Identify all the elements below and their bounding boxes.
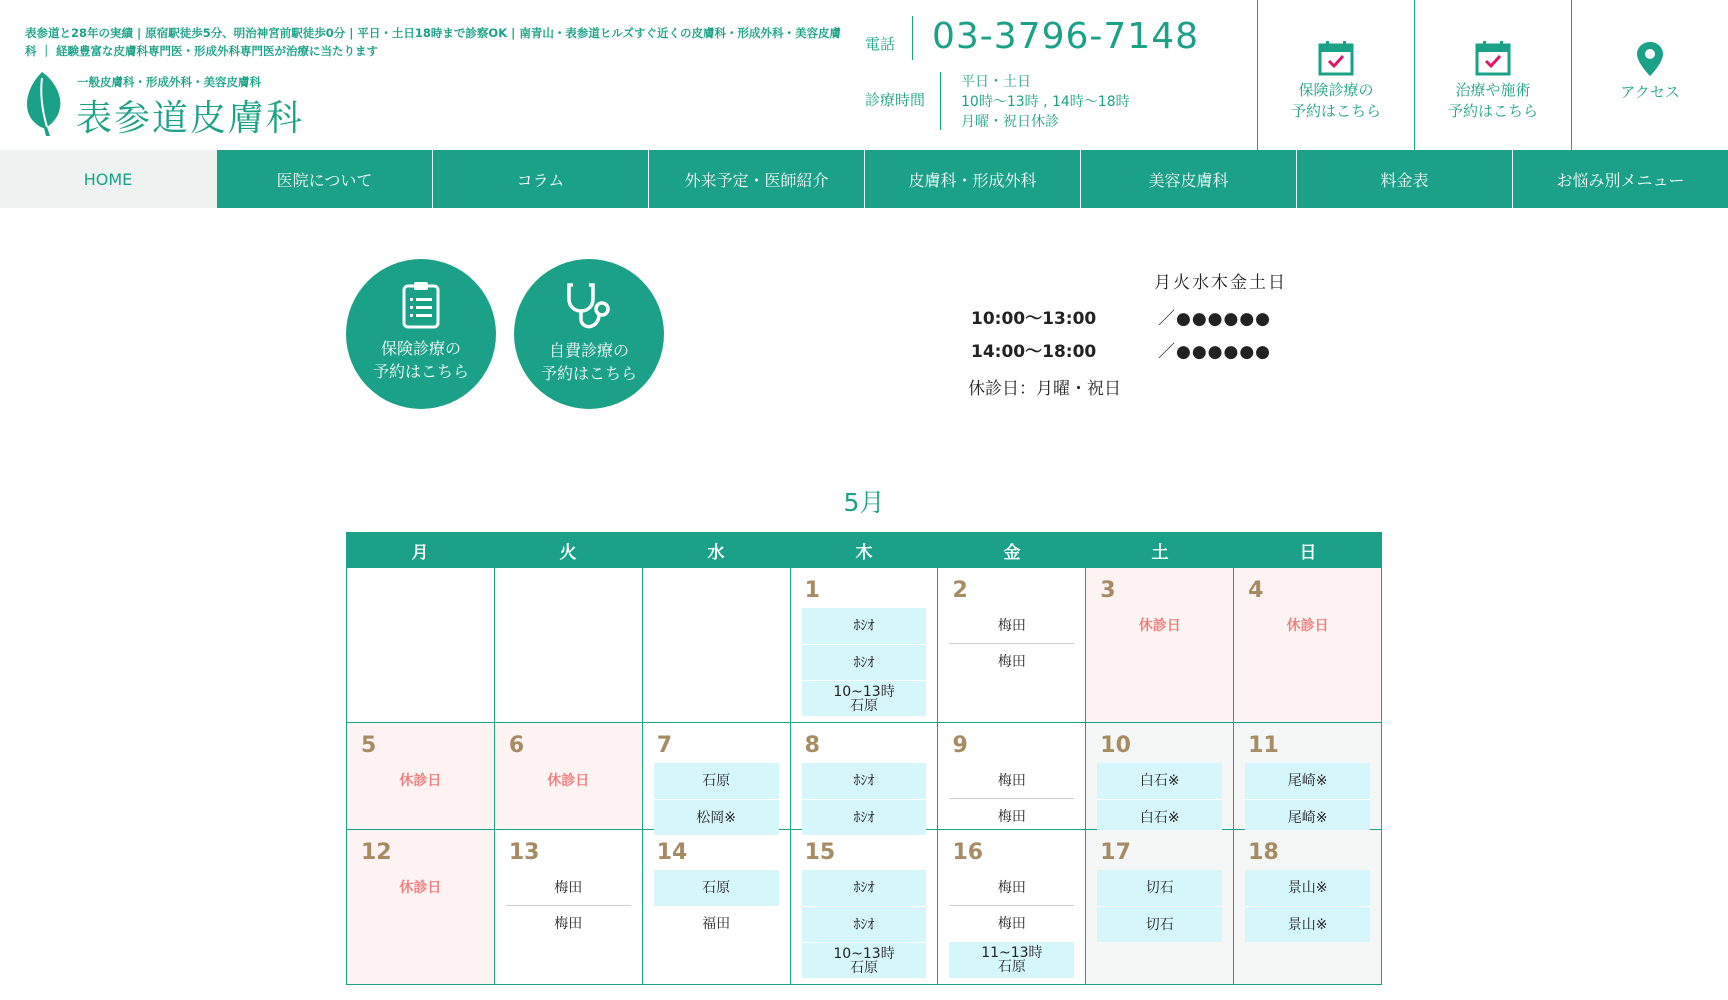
slot-doctor: 石原 (850, 697, 878, 714)
doctor-slot (1097, 870, 1222, 906)
slot-text: 梅田 (997, 809, 1026, 825)
leaf-logo-icon (24, 70, 64, 138)
holiday-label (1097, 608, 1222, 644)
calendar-day-cell (643, 568, 791, 723)
calendar-date-number: 6 (508, 733, 525, 758)
slot-text: 梅田 (997, 654, 1026, 670)
calendar-date-number (358, 578, 483, 608)
closed-days: 休診日：月曜・祝日 (968, 379, 1121, 399)
slot-text: 10~13時 (833, 683, 895, 700)
calendar-day-cell (347, 723, 495, 830)
doctor-slot (949, 870, 1074, 906)
slot-text: 梅田 (554, 879, 583, 896)
calendar-day-cell (1086, 568, 1234, 723)
doctor-slot (949, 942, 1074, 978)
doctor-slot (802, 763, 927, 799)
doctor-slot (1097, 906, 1222, 942)
doctor-slot (654, 763, 779, 799)
button-label: 予約はこちら (1447, 102, 1538, 120)
weekday-label: 金 (1003, 542, 1021, 563)
calendar-day-cell (1234, 723, 1382, 830)
doctor-slot (949, 644, 1074, 680)
slot-text: 切石 (1145, 880, 1174, 896)
doctor-slot (1245, 906, 1370, 942)
calendar-day-cell (495, 830, 643, 985)
slot-text: ﾎｼｵ (853, 809, 875, 826)
calendar-day-cell (1234, 568, 1382, 723)
slot-text: 休診日 (399, 880, 442, 896)
calendar-day-cell (643, 723, 791, 830)
site-logo[interactable] (24, 70, 344, 140)
slot-text: 尾崎※ (1287, 773, 1328, 789)
nav-concerns[interactable]: お悩み別メニュー (1512, 150, 1728, 208)
slot-text: 休診日 (399, 773, 442, 789)
hours-label: 診療時間 (865, 91, 926, 109)
site-tagline: 表参道と28年の実績 | 原宿駅徒歩5分、明治神宮前駅徒歩0分 | 平日・土日18時まで診察OK | 南青山・表参道ヒルズすぐ近くの皮膚科・形成外科・美容皮膚科 ｜ 経験豊富な皮膚科専門医・形成外科専門医が治療に当たります (25, 26, 841, 58)
hours-time: 10:00～13:00 (971, 309, 1097, 329)
calendar-date-number: 8 (804, 733, 820, 758)
doctor-slot (949, 906, 1074, 942)
calendar-weekday-header (346, 532, 1382, 568)
slot-text: ﾎｼｵ (853, 916, 875, 933)
holiday-label (1245, 608, 1370, 644)
calendar-week-row (346, 830, 1382, 985)
calendar-date-number: 18 (1248, 840, 1279, 865)
calendar-date-number (506, 578, 631, 608)
slot-text: ﾎｼｵ (853, 654, 875, 671)
calendar-date-number: 12 (361, 840, 392, 865)
calendar-day-cell (938, 568, 1086, 723)
slot-text: 福田 (702, 916, 731, 932)
hours-time: 14:00～18:00 (971, 342, 1097, 362)
slot-text: 尾崎※ (1287, 809, 1328, 826)
slot-text: ﾎｼｵ (853, 880, 875, 896)
calendar-month-title: 5月 (843, 488, 885, 517)
slot-text: 10~13時 (833, 945, 895, 962)
calendar-date-number: 1 (804, 578, 820, 603)
nav-about[interactable]: 医院について (216, 150, 432, 208)
main-nav (0, 150, 1728, 208)
holiday-label (358, 870, 483, 906)
site-header (0, 0, 1728, 150)
calendar-date-number: 3 (1100, 578, 1116, 603)
weekday-label: 月 (411, 542, 429, 563)
slot-text: 石原 (702, 880, 731, 896)
calendar-date-number: 17 (1100, 840, 1131, 865)
doctor-slot (654, 870, 779, 906)
nav-price[interactable]: 料金表 (1296, 150, 1512, 208)
slot-text: 松岡※ (696, 809, 737, 826)
slot-text: 11~13時 (981, 945, 1043, 961)
tel-label: 電話 (865, 35, 896, 53)
self-pay-reserve-circle-button[interactable] (514, 259, 664, 409)
weekday-label: 木 (855, 542, 873, 563)
calendar-day-cell (791, 568, 939, 723)
circle-label: 予約はこちら (540, 364, 637, 383)
logo-subtitle: 一般皮膚科・形成外科・美容皮膚科 (77, 75, 261, 89)
doctor-slot (802, 942, 927, 978)
nav-dermatology[interactable]: 皮膚科・形成外科 (864, 150, 1080, 208)
calendar-date-number: 15 (804, 840, 836, 865)
slot-text: 景山※ (1287, 916, 1328, 933)
doctor-slot (949, 608, 1074, 644)
doctor-slot (802, 906, 927, 942)
doctor-slot (802, 870, 927, 906)
doctor-slot (506, 870, 631, 906)
calendar-day-cell (1234, 830, 1382, 985)
hours-line: 月曜・祝日休診 (961, 114, 1059, 130)
stethoscope-icon (565, 281, 613, 331)
doctor-slot (506, 906, 631, 942)
slot-text: 梅田 (997, 772, 1026, 789)
insurance-reserve-circle-button[interactable] (346, 259, 496, 409)
calendar-week-row (346, 723, 1382, 830)
slot-text: 梅田 (997, 879, 1026, 896)
nav-column[interactable]: コラム (432, 150, 648, 208)
calendar-date-number: 5 (361, 733, 377, 758)
calendar-day-cell (347, 830, 495, 985)
calendar-day-cell (347, 568, 495, 723)
calendar-day-cell (643, 830, 791, 985)
calendar-week-row (346, 568, 1382, 723)
calendar-date-number: 13 (508, 840, 540, 865)
slot-text: 梅田 (554, 916, 583, 932)
nav-cosmetic[interactable]: 美容皮膚科 (1080, 150, 1296, 208)
holiday-label (506, 763, 631, 799)
slot-text: 休診日 (547, 773, 590, 789)
circle-label: 予約はこちら (372, 362, 469, 381)
button-label: 予約はこちら (1290, 102, 1381, 120)
holiday-label (358, 763, 483, 799)
doctor-slot (1097, 763, 1222, 799)
calendar-check-icon (1475, 40, 1511, 76)
circle-label: 自費診療の (548, 341, 629, 360)
calendar-date-number: 9 (952, 733, 968, 758)
clipboard-icon (401, 281, 441, 329)
slot-text: 梅田 (997, 617, 1026, 634)
doctor-slot (802, 680, 927, 716)
hours-line: 10時〜13時 , 14時〜18時 (961, 94, 1130, 110)
button-label: 保険診療の (1298, 81, 1374, 99)
slot-text: 梅田 (997, 916, 1026, 932)
map-pin-icon (1632, 40, 1668, 78)
calendar-day-cell (791, 830, 939, 985)
calendar-date-number: 10 (1100, 733, 1131, 758)
calendar-date-number: 7 (656, 733, 673, 758)
nav-schedule[interactable]: 外来予定・医師紹介 (648, 150, 864, 208)
treatment-reserve-button[interactable] (1414, 0, 1571, 150)
calendar-date-number: 16 (952, 840, 984, 865)
button-label: アクセス (1620, 83, 1680, 101)
calendar-day-cell (938, 723, 1086, 830)
hours-days-header: 月火水木金土日 (1154, 273, 1287, 293)
doctor-slot (1245, 870, 1370, 906)
calendar-body (346, 568, 1382, 985)
button-label: 治療や施術 (1455, 81, 1531, 99)
calendar-day-cell (1086, 830, 1234, 985)
doctor-slot (802, 608, 927, 644)
weekday-label: 火 (559, 542, 577, 563)
slot-doctor: 石原 (850, 959, 878, 976)
slot-text: 白石※ (1139, 809, 1180, 826)
access-button[interactable] (1571, 0, 1728, 150)
weekday-label: 日 (1299, 542, 1317, 563)
slot-text: 石原 (702, 773, 731, 789)
logo-title: 表参道皮膚科 (76, 98, 305, 139)
calendar-date-number: 14 (656, 840, 688, 865)
calendar-date-number: 2 (952, 578, 968, 603)
nav-home[interactable]: HOME (0, 150, 216, 208)
weekday-label: 土 (1151, 542, 1169, 563)
calendar-date-number: 11 (1248, 733, 1279, 758)
slot-text: 切石 (1145, 916, 1174, 933)
doctor-slot (802, 644, 927, 680)
slot-text: ﾎｼｵ (853, 618, 875, 634)
calendar-date-number (654, 578, 779, 608)
hours-marks: ／●●●●●● (1158, 309, 1272, 329)
calendar-day-cell (791, 723, 939, 830)
divider (912, 16, 913, 60)
weekday-label: 水 (707, 542, 725, 563)
calendar-date-number: 4 (1248, 578, 1264, 603)
calendar-day-cell (1086, 723, 1234, 830)
schedule-calendar (346, 532, 1382, 985)
slot-text: ﾎｼｵ (853, 773, 875, 789)
slot-text: 休診日 (1138, 618, 1181, 634)
phone-number-link[interactable]: 03-3796-7148 (932, 16, 1200, 57)
slot-text: 休診日 (1286, 618, 1329, 634)
doctor-slot (1245, 763, 1370, 799)
calendar-check-icon (1318, 40, 1354, 76)
slot-text: 景山※ (1287, 880, 1328, 896)
doctor-slot (949, 763, 1074, 799)
doctor-slot (654, 906, 779, 942)
slot-doctor: 石原 (997, 959, 1026, 975)
circle-label: 保険診療の (380, 339, 461, 358)
calendar-day-cell (495, 723, 643, 830)
calendar-day-cell (938, 830, 1086, 985)
slot-text: 白石※ (1139, 773, 1180, 789)
insurance-reserve-button[interactable] (1257, 0, 1414, 150)
hours-marks: ／●●●●●● (1158, 342, 1272, 362)
hours-text (961, 72, 1130, 132)
divider (940, 72, 941, 130)
hours-line: 平日・土日 (961, 74, 1031, 90)
calendar-day-cell (495, 568, 643, 723)
